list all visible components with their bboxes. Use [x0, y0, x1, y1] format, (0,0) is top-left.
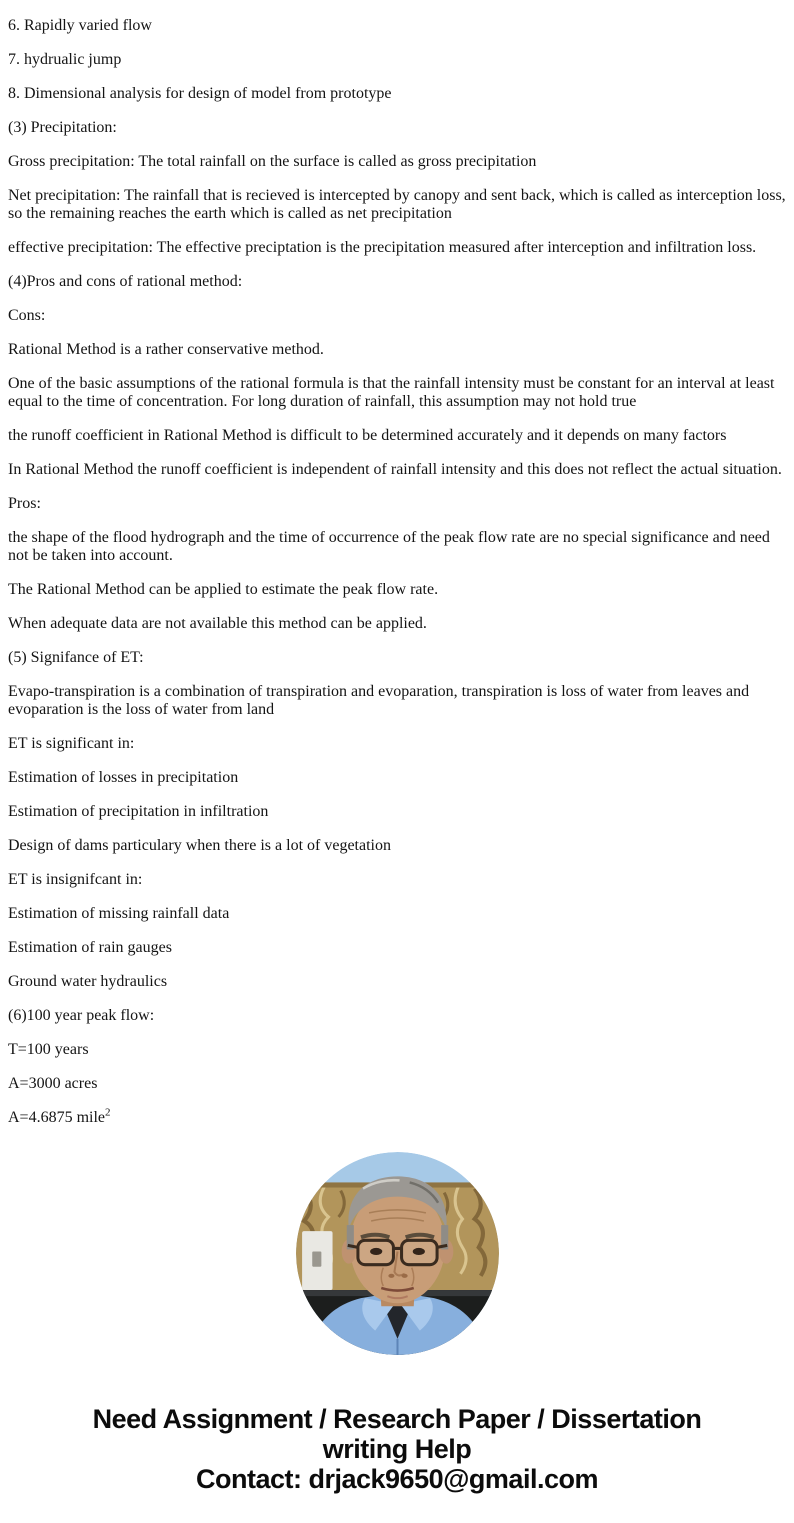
superscript-2: 2 [105, 1106, 111, 1119]
contact-line: Contact: drjack9650@gmail.com [196, 1464, 598, 1494]
paragraph: (3) Precipitation: [8, 119, 117, 136]
paragraph: 7. hydrualic jump [8, 51, 122, 68]
paragraph: (6)100 year peak flow: [8, 1007, 155, 1024]
paragraph: Gross precipitation: The total rainfall on the surface is called as gross precipitation [8, 153, 537, 170]
paragraph: 6. Rapidly varied flow [8, 17, 152, 34]
paragraph: ET is significant in: [8, 735, 135, 752]
paragraph: Estimation of rain gauges [8, 939, 172, 956]
paragraph: Rational Method is a rather conservative method. [8, 341, 324, 358]
paragraph: 8. Dimensional analysis for design of model from prototype [8, 85, 392, 102]
paragraph: Pros: [8, 495, 41, 512]
paragraph: A=3000 acres [8, 1075, 98, 1092]
paragraph: Estimation of missing rainfall data [8, 905, 230, 922]
paragraph: the shape of the flood hydrograph and the time of occurrence of the peak flow rate are no special significance and need not be taken into account. [8, 529, 770, 564]
paragraph: (4)Pros and cons of rational method: [8, 273, 243, 290]
paragraph: Design of dams particulary when there is a lot of vegetation [8, 837, 391, 854]
paragraph: Cons: [8, 307, 46, 324]
footer-line-2: writing Help [322, 1434, 472, 1464]
paragraph: effective precipitation: The effective preciptation is the precipitation measured after interception and infiltration loss. [8, 239, 757, 256]
paragraph: Net precipitation: The rainfall that is recieved is intercepted by canopy and sent back, which is called as interception loss, so the remaining reaches the earth which is called as net precipitation [8, 187, 786, 222]
paragraph: One of the basic assumptions of the rational formula is that the rainfall intensity must be constant for an interval at least equal to the time of concentration. For long duration of rainfall, this assumption may not hold true [8, 375, 775, 410]
paragraph: Estimation of losses in precipitation [8, 769, 239, 786]
paragraph: the runoff coefficient in Rational Method is difficult to be determined accurately and it depends on many factors [8, 427, 727, 444]
paragraph: The Rational Method can be applied to estimate the peak flow rate. [8, 581, 439, 598]
paragraph: (5) Signifance of ET: [8, 649, 144, 666]
footer-promo [0, 1404, 794, 1494]
avatar-photo-illustration [296, 1152, 499, 1355]
avatar [296, 1152, 499, 1355]
paragraph: A=4.6875 mile$^2$ [8, 1106, 111, 1123]
paragraph: T=100 years [8, 1041, 89, 1058]
paragraph: Estimation of precipitation in infiltration [8, 803, 269, 820]
paragraph: ET is insignifcant in: [8, 871, 143, 888]
paragraph: When adequate data are not available this method can be applied. [8, 615, 427, 632]
footer-line-1: Need Assignment / Research Paper / Dissertation [92, 1404, 702, 1434]
paragraph: Evapo-transpiration is a combination of transpiration and evoparation, transpiration is loss of water from leaves and evoparation is the loss of water from land [8, 683, 750, 718]
paragraph: Ground water hydraulics [8, 973, 168, 990]
paragraph: In Rational Method the runoff coefficient is independent of rainfall intensity and this does not reflect the actual situation. [8, 461, 782, 478]
